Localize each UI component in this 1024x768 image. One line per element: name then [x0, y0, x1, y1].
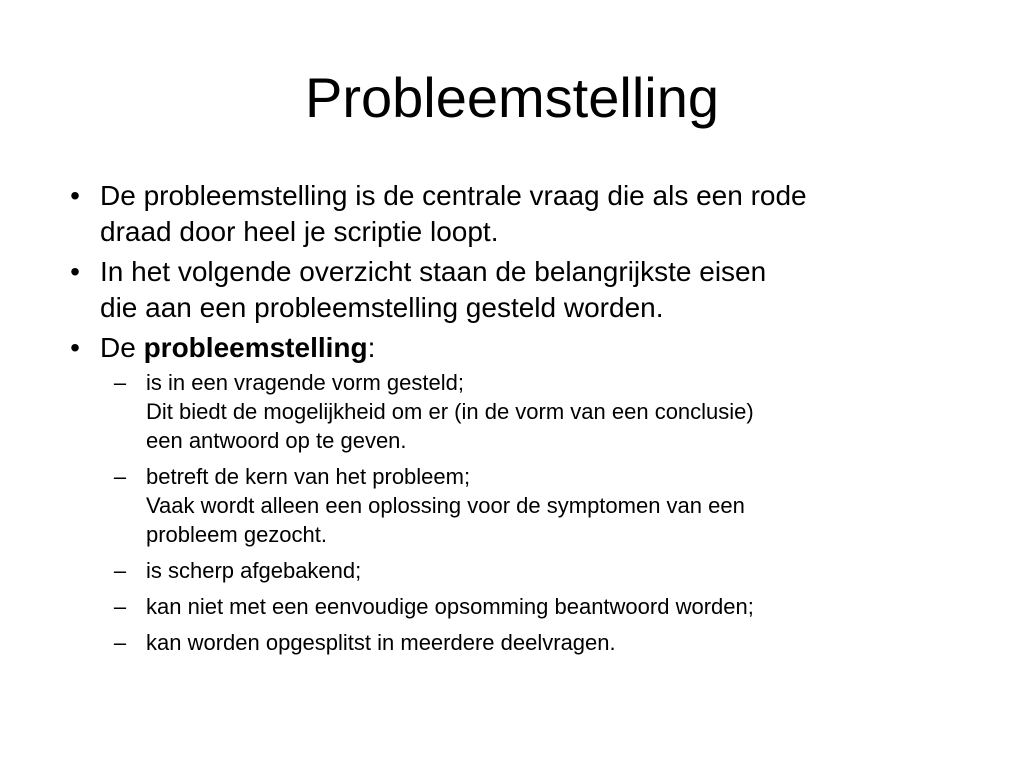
sub-bullet-deelvragen [100, 628, 990, 657]
bullet-marker: • [70, 256, 80, 287]
sub-bullet-marker: – [113, 370, 127, 395]
sub-bullet-text-line: probleem gezocht. [146, 522, 327, 547]
bullet-text-line: De probleemstelling is de centrale vraag die als een rode [100, 180, 807, 211]
sub-bullet-text-line: kan niet met een eenvoudige opsomming beantwoord worden; [146, 594, 754, 619]
sub-bullet-afgebakend [100, 556, 990, 585]
bullet-prefix: De [100, 332, 144, 363]
sub-bullet-marker: – [113, 464, 127, 489]
bullet-list [60, 178, 990, 664]
bullet-marker: • [70, 180, 80, 211]
sub-bullet-text-line: een antwoord op te geven. [146, 428, 407, 453]
sub-bullet-marker: – [113, 558, 127, 583]
slide-title: Probleemstelling [305, 66, 719, 129]
sub-bullet-opsomming [100, 592, 990, 621]
bullet-bold-term: probleemstelling [143, 332, 368, 363]
bullet-text-line: die aan een probleemstelling gesteld worden. [100, 292, 664, 323]
sub-bullet-text-line: is in een vragende vorm gesteld; [146, 370, 464, 395]
sub-bullet-text-line: is scherp afgebakend; [146, 558, 362, 583]
bullet-item-eisen [60, 254, 990, 326]
sub-bullet-kern-probleem [100, 462, 990, 549]
sub-bullet-text-line: Dit biedt de mogelijkheid om er (in de vorm van een conclusie) [146, 399, 754, 424]
bullet-heading [100, 330, 990, 366]
sub-bullet-text-line: betreft de kern van het probleem; [146, 464, 471, 489]
sub-bullet-text-line: Vaak wordt alleen een oplossing voor de symptomen van een [146, 493, 745, 518]
sub-bullet-marker: – [113, 630, 127, 655]
bullet-text-line: draad door heel je scriptie loopt. [100, 216, 499, 247]
bullet-text-line: In het volgende overzicht staan de belangrijkste eisen [100, 256, 767, 287]
bullet-marker: • [70, 332, 80, 363]
bullet-item-probleemstelling [60, 330, 990, 657]
sub-bullet-list [100, 368, 990, 657]
sub-bullet-text-line: kan worden opgesplitst in meerdere deelvragen. [146, 630, 616, 655]
sub-bullet-marker: – [113, 594, 127, 619]
bullet-item-centrale-vraag [60, 178, 990, 250]
sub-bullet-vragende-vorm [100, 368, 990, 455]
bullet-suffix: : [367, 332, 376, 363]
